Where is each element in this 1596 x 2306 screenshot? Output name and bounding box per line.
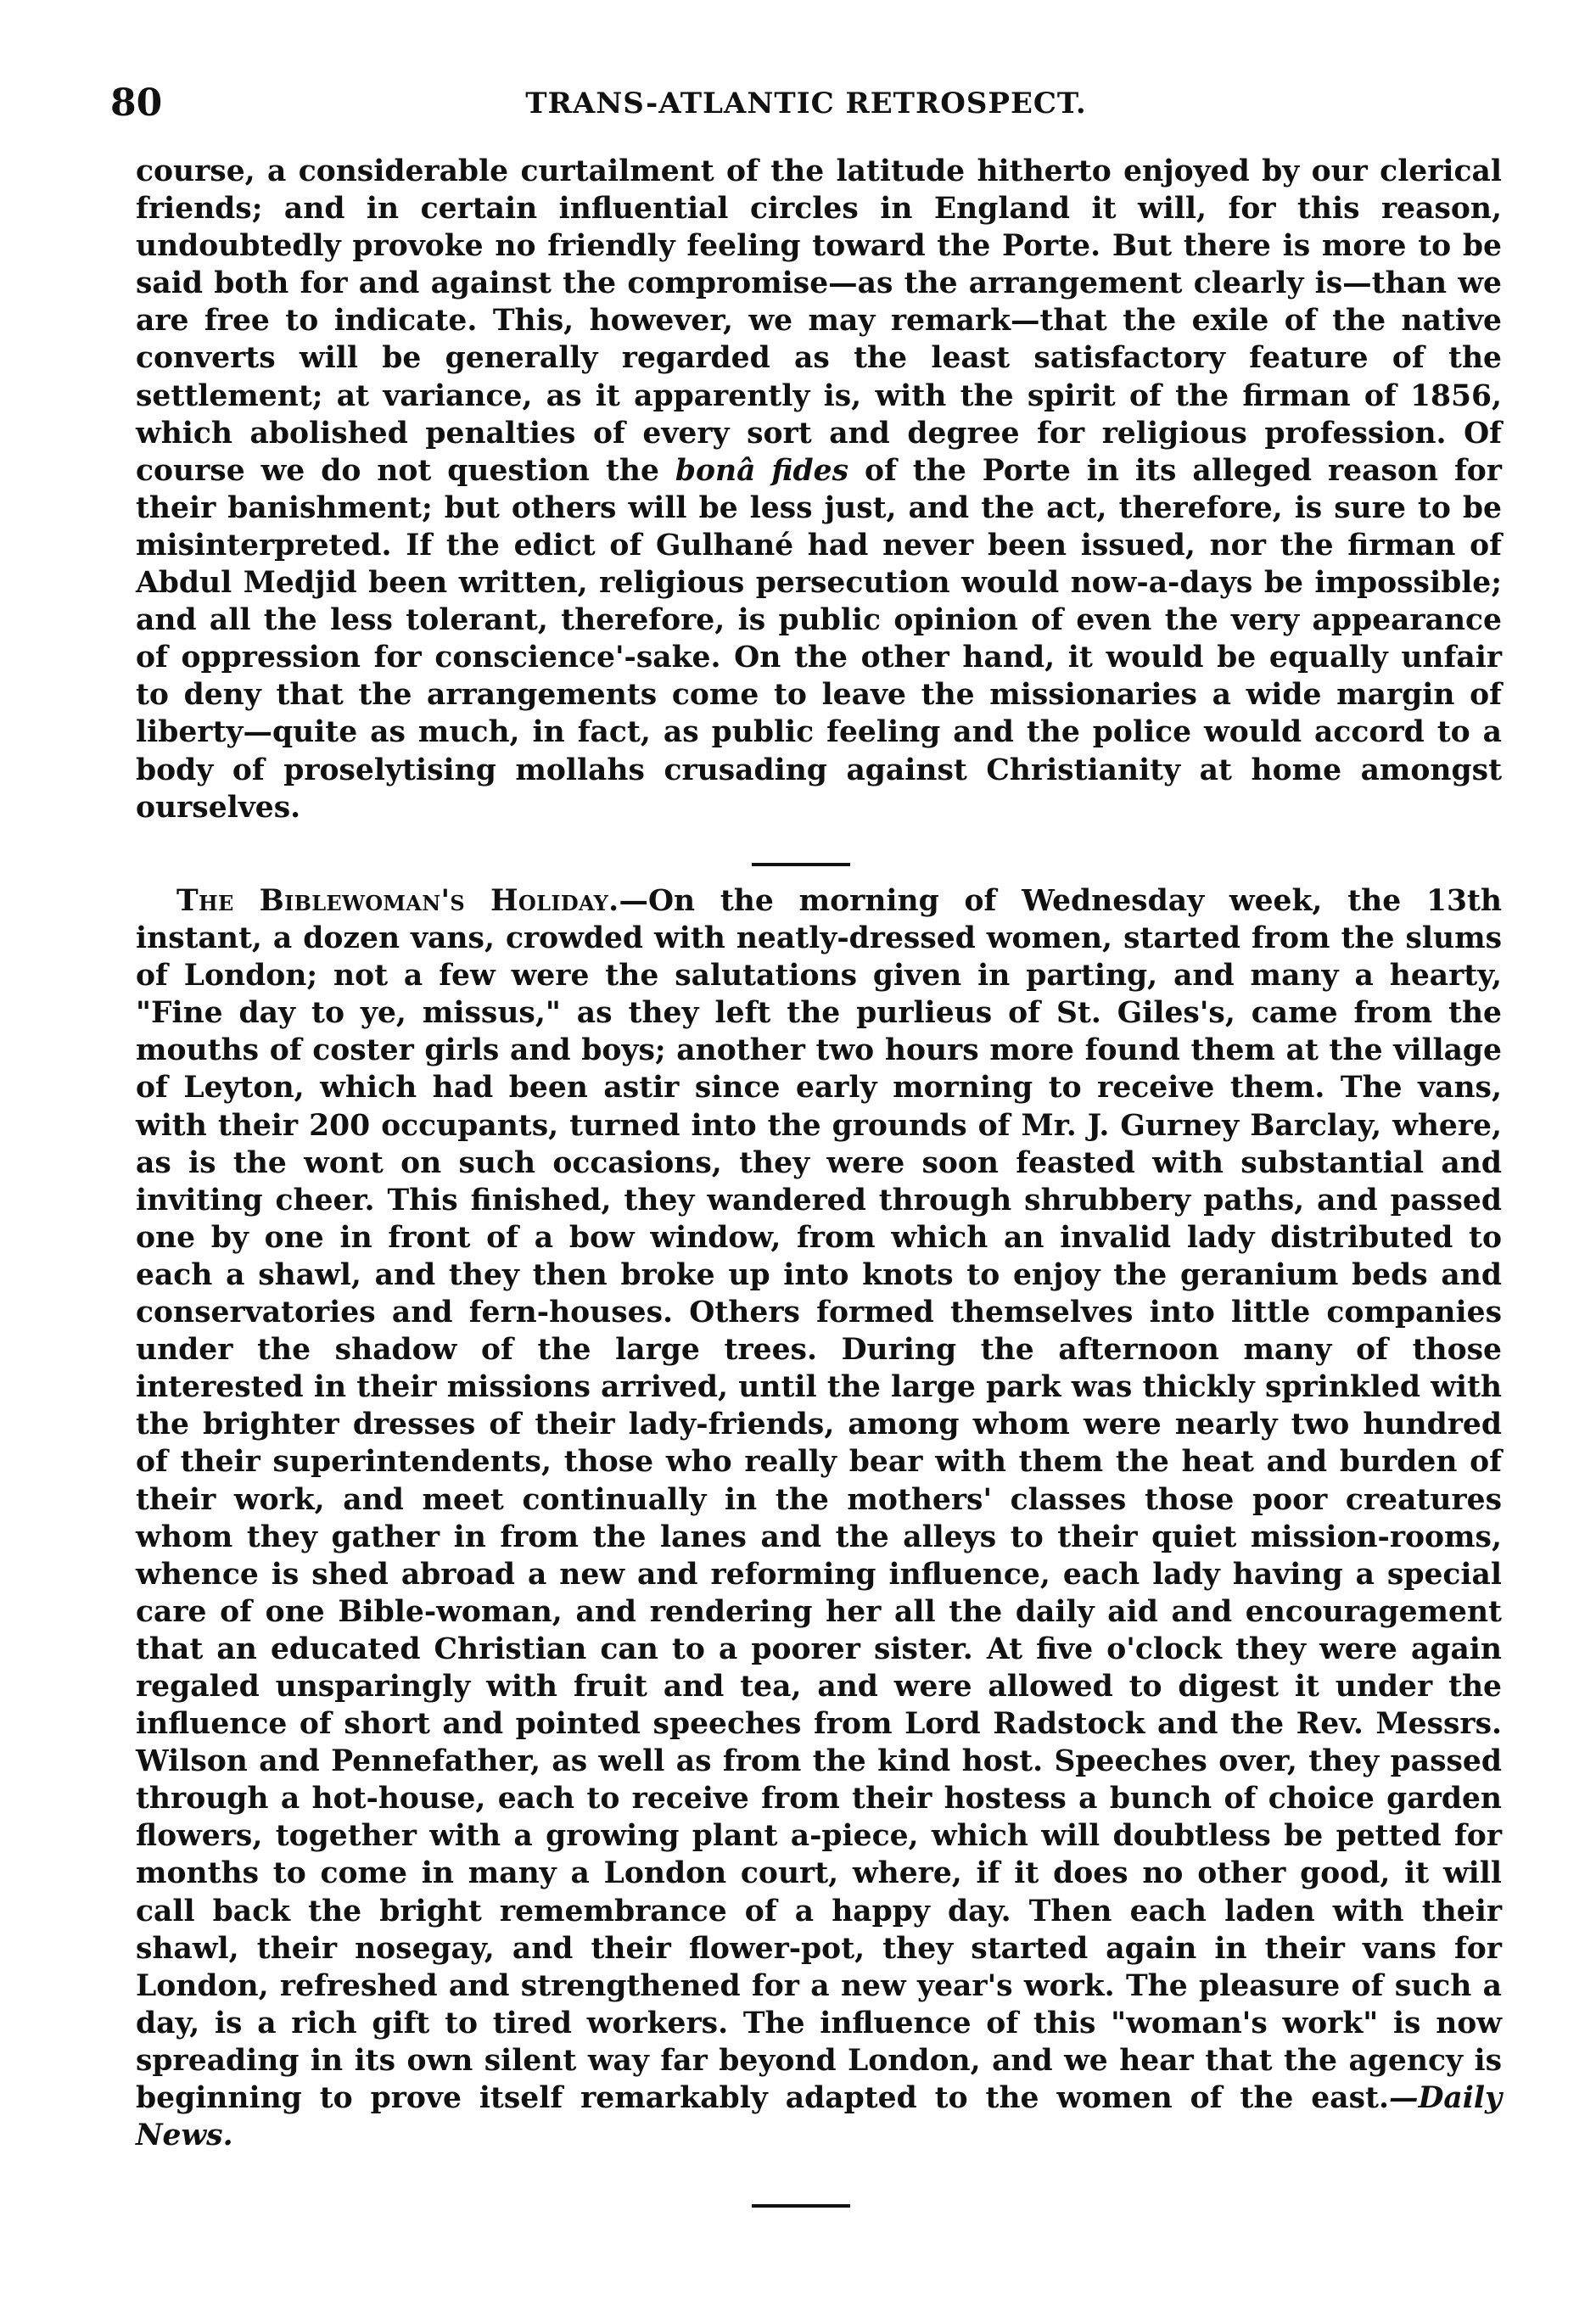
article-paragraph: [136, 882, 1502, 2154]
paragraph-text: course, a considerable curtailment of the latitude hitherto enjoyed by our clerical friends; and in certain influential circles in England it will, for this reason, undoubtedly provoke no friendly feeling toward the Porte. But there is more to be said both for and against the compromise—as the arrangement clearly is—than we are free to indicate. This, however, we may remark—that the exile of the native converts will be generally regarded as the least satisfactory feature of the settlement; at variance, as it apparently is, with the spirit of the firman of 1856, which abolished penalties of every sort and degree for religious profession. Of course we do not question the: [136, 154, 1502, 488]
section-divider: [752, 2204, 850, 2208]
page-header: [110, 78, 1502, 129]
article-text: [136, 153, 1502, 826]
article-source: —Daily News.: [136, 2081, 1502, 2153]
section-divider: [752, 863, 850, 866]
article-paragraph: [136, 153, 1502, 826]
italic-phrase: bonâ fides: [675, 453, 849, 488]
article-text-bible-woman: [136, 882, 1502, 2154]
article-title: The Biblewoman's Holiday.: [176, 884, 619, 918]
page-number: 80: [110, 81, 163, 125]
paragraph-text-continuation: of the Porte in its alleged reason for their banishment; but others will be less just, and the act, therefore, is sure to be misinterpreted. If the edict of Gulhané had never been issued, nor the firman of Abdul Medjid been written, religious persecution would now-a-days be impossible; and all the less tolerant, therefore, is public opinion of even the very appearance of oppression for conscience'-sake. On the other hand, it would be equally unfair to deny that the arrangements come to leave the missionaries a wide margin of liberty—quite as much, in fact, as public feeling and the police would accord to a body of proselytising mollahs crusading against Christianity at home amongst ourselves.: [136, 453, 1502, 825]
article-body: —On the morning of Wednesday week, the 13th instant, a dozen vans, crowded with neatly-dressed women, started from the slums of London; not a few were the salutations given in parting, and many a hearty, "Fine day to ye, missus," as they left the purlieus of St. Giles's, came from the mouths of coster girls and boys; another two hours more found them at the village of Leyton, which had been astir since early morning to receive them. The vans, with their 200 occupants, turned into the grounds of Mr. J. Gurney Barclay, where, as is the wont on such occasions, they were soon feasted with substantial and inviting cheer. This finished, they wandered through shrubbery paths, and passed one by one in front of a bow window, from which an invalid lady distributed to each a shawl, and they then broke up into knots to enjoy the geranium beds and conservatories and fern-houses. Others formed themselves into little companies under the shadow of the large trees. During the afternoon many of those interested in their missions arrived, until the large park was thickly sprinkled with the brighter dresses of their lady-friends, among whom were nearly two hundred of their superintendents, those who really bear with them the heat and burden of their work, and meet continually in the mothers' classes those poor creatures whom they gather in from the lanes and the alleys to their quiet mission-rooms, whence is shed abroad a new and reforming influence, each lady having a special care of one Bible-woman, and rendering her all the daily aid and encouragement that an educated Christian can to a poorer sister. At five o'clock they were again regaled unsparingly with fruit and tea, and were allowed to digest it under the influence of short and pointed speeches from Lord Radstock and the Rev. Messrs. Wilson and Pennefather, as well as from the kind host. Speeches over, they passed through a hot-house, each to receive from their hostess a bunch of choice garden flowers, together with a growing plant a-piece, which will doubtless be petted for months to come in many a London court, where, if it does no other good, it will call back the bright remembrance of a happy day. Then each laden with their shawl, their nosegay, and their flower-pot, they started again in their vans for London, refreshed and strengthened for a new year's work. The pleasure of such a day, is a rich gift to tired workers. The influence of this "woman's work" is now spreading in its own silent way far beyond London, and we hear that the agency is beginning to prove itself remarkably adapted to the women of the east.: [136, 884, 1503, 2115]
running-head: TRANS-ATLANTIC RETROSPECT.: [525, 87, 1087, 120]
